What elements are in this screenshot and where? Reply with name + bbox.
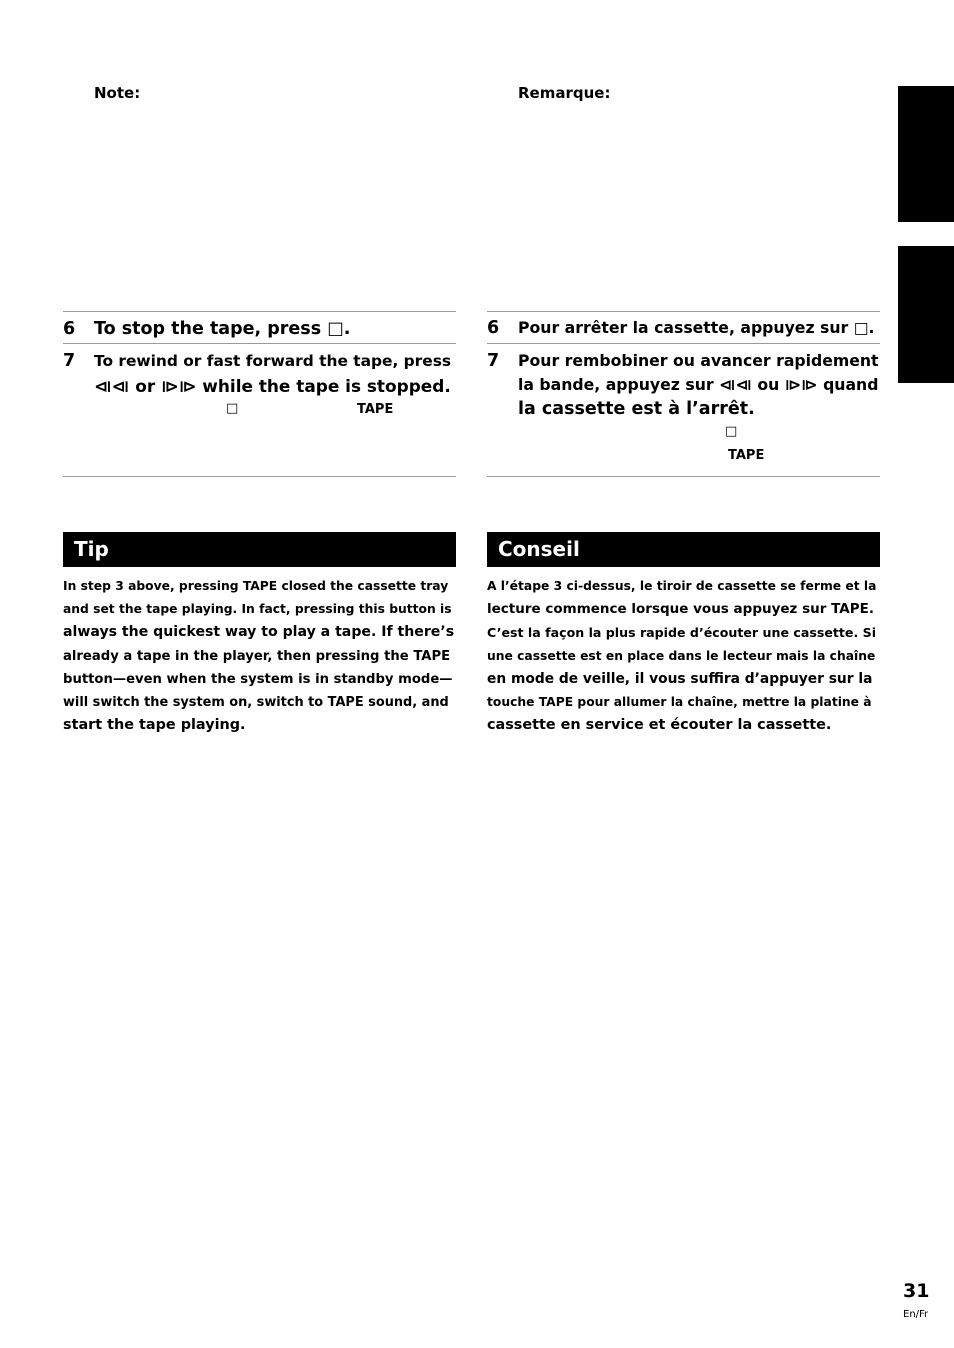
step-text-line: ⧏⧏ or ⧐⧐ while the tape is stopped. <box>94 376 451 396</box>
step-number: 6 <box>63 319 76 339</box>
tip-body-fr <box>487 575 880 737</box>
language-tab-french <box>898 246 954 383</box>
divider-mid-en <box>63 343 456 344</box>
tip-line: C’est la façon la plus rapide d’écouter une cassette. Si <box>487 625 877 641</box>
tip-line: In step 3 above, pressing TAPE closed the cassette tray <box>63 579 449 593</box>
tip-line: une cassette est en place dans le lecteur mais la chaîne <box>487 648 876 663</box>
step-number: 6 <box>487 318 500 338</box>
note-label-en: Note: <box>94 84 141 102</box>
tip-line: lecture commence lorsque vous appuyez sur TAPE. <box>487 601 874 618</box>
tape-button-label: TAPE <box>728 448 765 463</box>
step-text-line: Pour rembobiner ou avancer rapidement <box>518 351 879 370</box>
tip-line: and set the tape playing. In fact, pressing this button is <box>63 602 452 617</box>
step-6-fr <box>487 316 880 340</box>
divider-top-en <box>63 311 456 312</box>
step-text-line: To rewind or fast forward the tape, press <box>94 352 452 370</box>
step-6-en <box>63 317 456 341</box>
tip-line: start the tape playing. <box>63 717 246 734</box>
tip-header-fr: Conseil <box>487 532 880 567</box>
tip-line: button—even when the system is in standby mode— <box>63 671 453 687</box>
divider-bottom-en <box>63 476 456 477</box>
tip-line: already a tape in the player, then pressing the TAPE <box>63 648 451 664</box>
tip-line: touche TAPE pour allumer la chaîne, mettre la platine à <box>487 695 872 710</box>
page-number: 31 <box>903 1280 930 1302</box>
note-label-fr: Remarque: <box>518 84 611 102</box>
divider-bottom-fr <box>487 476 880 477</box>
step-text-line: la bande, appuyez sur ⧏⧏ ou ⧐⧐ quand <box>518 375 879 394</box>
tip-line: A l’étape 3 ci-dessus, le tiroir de cassette se ferme et la <box>487 579 877 593</box>
tip-line: en mode de veille, il vous suffira d’appuyer sur la <box>487 670 873 687</box>
divider-mid-fr <box>487 343 880 344</box>
tip-header-en: Tip <box>63 532 456 567</box>
tape-button-label: TAPE <box>357 402 394 417</box>
step-text-line: la cassette est à l’arrêt. <box>518 399 755 419</box>
tip-line: cassette en service et écouter la cassette. <box>487 717 832 734</box>
tip-line: always the quickest way to play a tape. If there’s <box>63 624 455 641</box>
tip-body-en <box>63 575 456 737</box>
step-7-fr <box>487 349 880 423</box>
language-tab-english <box>898 86 954 222</box>
step-number: 7 <box>63 351 76 371</box>
divider-top-fr <box>487 311 880 312</box>
language-code: En/Fr <box>903 1309 929 1320</box>
step-number: 7 <box>487 351 500 371</box>
stop-button-icon: □ <box>725 424 738 439</box>
step-text: To stop the tape, press □. <box>94 319 351 339</box>
step-7-en <box>63 349 456 399</box>
stop-button-icon: □ <box>226 401 239 416</box>
tip-line: will switch the system on, switch to TAPE sound, and <box>63 695 449 711</box>
step-text: Pour arrêter la cassette, appuyez sur □. <box>518 318 875 337</box>
